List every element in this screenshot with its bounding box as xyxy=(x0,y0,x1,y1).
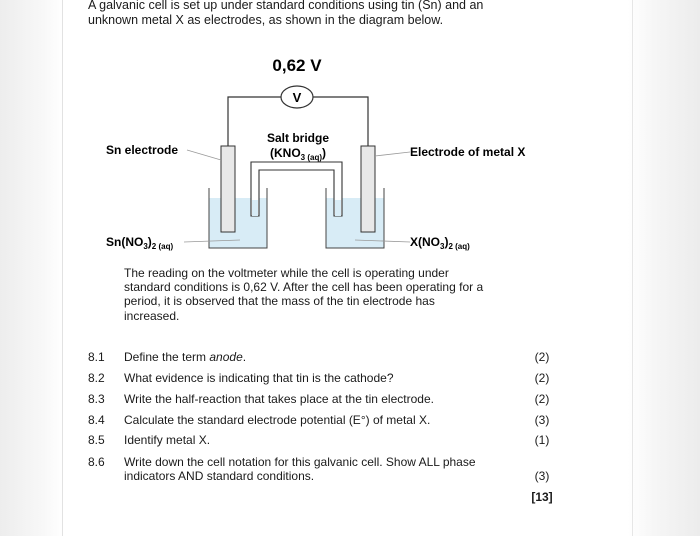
salt-bridge-formula: ($KNO_3$ (aq)) xyxy=(269,146,327,162)
leader-sn-electrode xyxy=(187,150,221,160)
intro-line-1: A galvanic cell is set up under standard conditions using tin (Sn) and an xyxy=(88,0,484,12)
reading-line-1: The reading on the voltmeter while the cell is operating under xyxy=(124,266,449,280)
question-text: Write down the cell notation for this galvanic cell. Show ALL phase indicators AND standard conditions. xyxy=(124,455,476,483)
salt-bridge-fill-left xyxy=(252,200,258,216)
question-number: 8.2 xyxy=(88,371,105,385)
voltmeter-reading: 0,62 V xyxy=(272,56,322,75)
question-number: 8.3 xyxy=(88,392,105,406)
marks-8-2: (2) xyxy=(534,371,550,385)
marks-8-4: (3) xyxy=(534,413,550,427)
metal-x-electrode-label: Electrode of metal X xyxy=(410,145,526,159)
salt-bridge-label: Salt bridge xyxy=(266,131,330,145)
question-text: Identify metal X. xyxy=(124,433,211,447)
sn-electrode xyxy=(221,146,235,232)
leader-metal-x-electrode xyxy=(375,152,410,156)
question-number: 8.5 xyxy=(88,433,105,447)
total-marks: [13] xyxy=(531,490,553,504)
reading-line-3: period, it is observed that the mass of the tin electrode has xyxy=(124,294,435,309)
question-text: Write the half-reaction that takes place at the tin electrode. xyxy=(124,392,434,406)
sn-solution-label: $Sn(NO_3)_2$ (aq) xyxy=(106,235,174,251)
voltmeter xyxy=(281,86,313,108)
marks-8-1: (2) xyxy=(534,350,550,364)
question-text: What evidence is indicating that tin is the cathode? xyxy=(124,371,394,385)
metal-x-electrode xyxy=(361,146,375,232)
reading-line-4: increased. xyxy=(124,308,180,323)
x-solution-label: $X(NO_3)_2$ (aq) xyxy=(410,235,470,251)
marks-8-5: (1) xyxy=(534,433,550,447)
intro-line-2: unknown metal X as electrodes, as shown in the diagram below. xyxy=(88,13,444,27)
salt-bridge-fill-right xyxy=(335,200,341,216)
question-text: Calculate the standard electrode potential (E°) of metal X. xyxy=(124,413,431,427)
marks-8-3: (2) xyxy=(534,392,550,406)
question-number: 8.4 xyxy=(88,413,105,427)
question-number: 8.6 xyxy=(88,455,105,469)
voltmeter-observation-text xyxy=(124,266,514,323)
marks-8-6: (3) xyxy=(534,469,550,483)
reading-line-2: standard conditions is 0,62 V. After the cell has been operating for a xyxy=(124,280,484,295)
voltmeter-symbol: V xyxy=(292,90,302,105)
question-number: 8.1 xyxy=(88,350,105,364)
sn-electrode-label: Sn electrode xyxy=(106,143,179,157)
question-text: Define the term anode. xyxy=(124,350,247,364)
